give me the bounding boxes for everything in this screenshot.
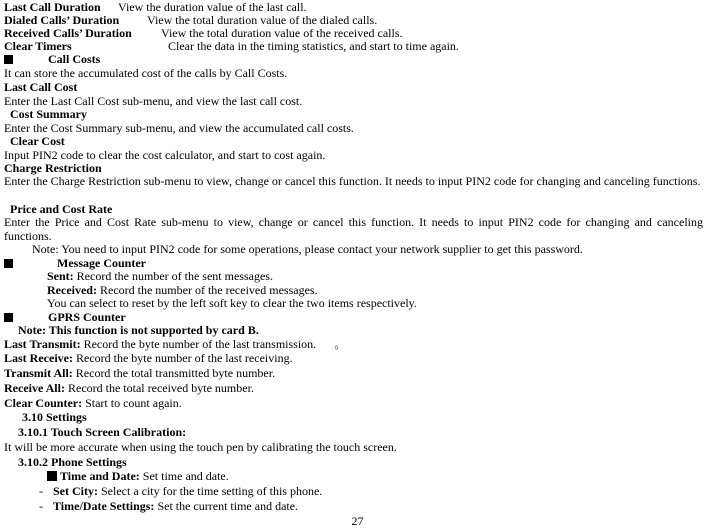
received-text: Record the number of the received messages. — [99, 283, 318, 297]
row-last-call-duration — [4, 0, 307, 14]
sent-text: Record the number of the sent messages. — [76, 269, 273, 283]
sent-line — [47, 269, 273, 283]
row-label: Clear Timers — [4, 39, 72, 53]
item-label: Receive All: — [4, 381, 65, 395]
item-text: Record the total transmitted byte number. — [75, 366, 276, 380]
gprs-item-clear-counter — [4, 396, 182, 410]
item-label: Transmit All: — [4, 366, 73, 380]
square-bullet-icon — [47, 471, 57, 481]
last-call-cost-title: Last Call Cost — [4, 80, 78, 94]
gprs-item-last-transmit — [4, 337, 346, 351]
gprs-counter-heading: GPRS Counter — [4, 310, 126, 324]
message-counter-heading: Message Counter — [4, 256, 146, 270]
item-text: Record the total received byte number. — [67, 381, 254, 395]
time-date-line — [47, 469, 229, 483]
cost-summary-title: Cost Summary — [10, 107, 87, 121]
cost-summary-text: Enter the Cost Summary sub-menu, and view the accumulated call costs. — [4, 121, 354, 135]
item-tail: 。 — [334, 337, 347, 351]
charge-restriction-title: Charge Restriction — [4, 161, 102, 175]
square-bullet-icon — [4, 259, 13, 268]
touch-calibration-heading: 3.10.1 Touch Screen Calibration: — [18, 425, 187, 439]
gprs-note: Note: This function is not supported by card B. — [18, 323, 259, 337]
touch-calibration-text: It will be more accurate when using the touch pen by calibrating the touch screen. — [4, 440, 397, 454]
phone-settings-heading: 3.10.2 Phone Settings — [18, 455, 127, 469]
square-bullet-icon — [4, 55, 13, 64]
row-desc: View the total duration value of the received calls. — [161, 26, 403, 40]
set-city-line — [39, 484, 322, 498]
call-costs-heading: Call Costs — [4, 52, 100, 66]
dash: - — [39, 499, 43, 513]
clear-cost-title: Clear Cost — [10, 134, 65, 148]
square-bullet-icon — [4, 313, 13, 322]
price-rate-title: Price and Cost Rate — [10, 202, 113, 216]
gprs-item-transmit-all — [4, 366, 275, 380]
time-settings-label: Time/Date Settings: — [53, 499, 155, 513]
gprs-item-receive-all — [4, 381, 254, 395]
row-label: Last Call Duration — [4, 0, 101, 14]
settings-heading: 3.10 Settings — [22, 410, 87, 424]
time-settings-line — [39, 499, 298, 513]
row-clear-timers — [4, 39, 459, 53]
time-date-text: Set time and date. — [142, 469, 229, 483]
item-label: Clear Counter: — [4, 396, 83, 410]
item-label: Last Receive: — [4, 351, 73, 365]
dash: - — [39, 484, 43, 498]
item-text: Record the byte number of the last transmission. — [83, 337, 317, 351]
reset-text: You can select to reset by the left soft key to clear the two items respectively. — [47, 296, 417, 310]
set-city-label: Set City: — [53, 484, 98, 498]
price-rate-text: Enter the Price and Cost Rate sub-menu to view, change or cancel this function. It needs to input PIN2 code for changing and canceling functions. — [4, 215, 703, 243]
last-call-cost-text: Enter the Last Call Cost sub-menu, and view the last call cost. — [4, 94, 303, 108]
sent-label: Sent: — [47, 269, 74, 283]
time-settings-text: Set the current time and date. — [157, 499, 299, 513]
gprs-item-last-receive — [4, 351, 293, 365]
time-date-label: Time and Date: — [60, 469, 140, 483]
row-label: Dialed Calls’ Duration — [4, 13, 120, 27]
received-label: Received: — [47, 283, 97, 297]
item-text: Record the byte number of the last receiving. — [75, 351, 293, 365]
pin2-note: Note: You need to input PIN2 code for some operations, please contact your network supplier to get this password. — [32, 242, 583, 256]
call-costs-intro: It can store the accumulated cost of the calls by Call Costs. — [4, 66, 288, 80]
row-dialed-calls-duration — [4, 13, 377, 27]
item-text: Start to count again. — [85, 396, 182, 410]
row-desc: View the duration value of the last call. — [118, 0, 307, 14]
row-received-calls-duration — [4, 26, 403, 40]
row-desc: View the total duration value of the dialed calls. — [147, 13, 378, 27]
row-label: Received Calls’ Duration — [4, 26, 132, 40]
row-desc: Clear the data in the timing statistics, and start to time again. — [168, 39, 459, 53]
charge-restriction-text: Enter the Charge Restriction sub-menu to view, change or cancel this function. It needs to input PIN2 code for changing and canceling functions. — [4, 174, 701, 188]
set-city-text: Select a city for the time setting of this phone. — [101, 484, 323, 498]
clear-cost-text: Input PIN2 code to clear the cost calculator, and start to cost again. — [4, 148, 326, 162]
page-number: 27 — [351, 514, 364, 528]
item-label: Last Transmit: — [4, 337, 81, 351]
received-line — [47, 283, 318, 297]
